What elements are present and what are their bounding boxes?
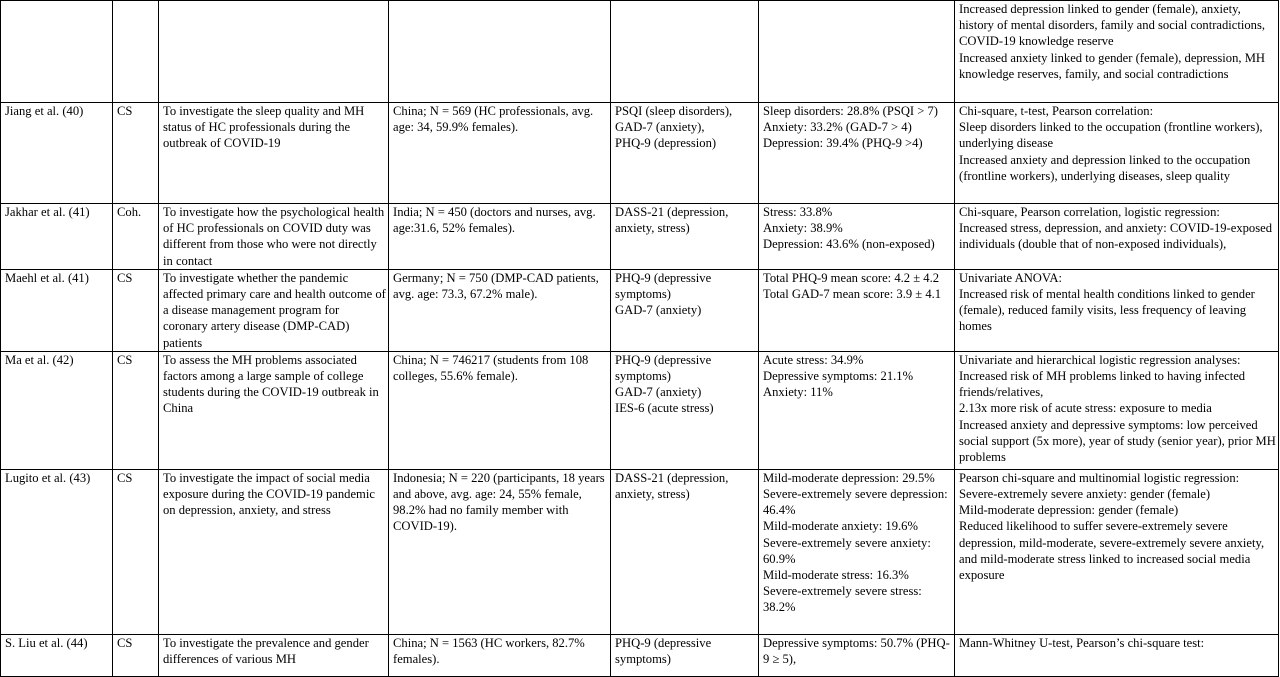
prevalence-line: Sleep disorders: 28.8% (PSQI > 7) (763, 104, 939, 118)
prevalence-line: Severe-extremely severe anxiety: 60.9% (763, 535, 931, 566)
analysis-cell (955, 103, 1279, 204)
analysis-line: Increased stress, depression, and anxiety: COVID-19-exposed individuals (double that of non-exposed individuals), (959, 221, 1273, 252)
analysis-cell (955, 269, 1279, 351)
prevalence-line: Mild-moderate stress: 16.3% (763, 568, 909, 583)
analysis-line: 2.13x more risk of acute stress: exposure to media (959, 401, 1212, 416)
study-cell: Ma et al. (42) (1, 351, 113, 469)
instrument-line: GAD-7 (anxiety), (615, 120, 705, 135)
instrument-line: DASS-21 (depression, anxiety, stress) (615, 205, 729, 236)
table-row (1, 469, 1279, 634)
design-cell: CS (113, 103, 159, 204)
instruments-cell (611, 1, 759, 103)
sample-cell: India; N = 450 (doctors and nurses, avg. age:31.6, 52% females). (389, 204, 611, 270)
analysis-cell (955, 469, 1279, 634)
analysis-line: Increased anxiety linked to gender (female), depression, MH knowledge reserves, family, and social contradictions (959, 50, 1265, 81)
analysis-line: Chi-square, Pearson correlation, logistic regression: (959, 205, 1220, 219)
prevalence-line: Acute stress: 34.9% (763, 352, 864, 367)
design-cell: CS (113, 351, 159, 469)
sample-cell: Indonesia; N = 220 (participants, 18 years and above, avg. age: 24, 55% female, 98.2% had no family member with COVID-19). (389, 469, 611, 634)
sample-cell: Germany; N = 750 (DMP-CAD patients, avg. age: 73.3, 67.2% male). (389, 269, 611, 351)
study-cell (1, 1, 113, 103)
instruments-cell (611, 351, 759, 469)
study-cell: Jakhar et al. (41) (1, 204, 113, 270)
analysis-line: Increased anxiety and depression linked to the occupation (frontline workers), underlying diseases, sleep quality (959, 152, 1251, 183)
analysis-line: Univariate ANOVA: (959, 270, 1062, 285)
table-row (1, 269, 1279, 351)
instrument-line: IES-6 (acute stress) (615, 401, 714, 416)
analysis-line: Mann-Whitney U-test, Pearson’s chi-square test: (959, 635, 1205, 650)
prevalence-line: Depression: 39.4% (PHQ-9 >4) (763, 136, 923, 151)
analysis-cell (955, 351, 1279, 469)
analysis-line: Increased depression linked to gender (female), anxiety, history of mental disorders, family and social contradictions, COVID-19 knowledge reserve (959, 2, 1266, 49)
instrument-line: GAD-7 (anxiety) (615, 385, 702, 400)
design-cell: Coh. (113, 204, 159, 270)
study-cell: Lugito et al. (43) (1, 469, 113, 634)
sample-cell (389, 1, 611, 103)
analysis-line: Increased risk of MH problems linked to having infected friends/relatives, (959, 369, 1246, 400)
analysis-line: Mild-moderate depression: gender (female) (959, 503, 1179, 518)
prevalence-cell (759, 204, 955, 270)
prevalence-cell (759, 269, 955, 351)
objective-cell: To investigate whether the pandemic affected primary care and health outcome of a disease management program for coronary artery disease (DMP-CAD) patients (159, 269, 389, 351)
instruments-cell (611, 103, 759, 204)
objective-cell: To investigate how the psychological health of HC professionals on COVID duty was different from those who were not directly in contact (159, 204, 389, 270)
analysis-line: Univariate and hierarchical logistic regression analyses: (959, 352, 1241, 367)
prevalence-cell (759, 351, 955, 469)
prevalence-line: Severe-extremely severe depression: 46.4% (763, 487, 948, 518)
prevalence-line: Total PHQ-9 mean score: 4.2 ± 4.2 (763, 270, 940, 285)
study-cell: Maehl et al. (41) (1, 269, 113, 351)
analysis-line: Chi-square, t-test, Pearson correlation: (959, 104, 1154, 118)
prevalence-cell (759, 469, 955, 634)
table-row (1, 1, 1279, 103)
prevalence-line: Depressive symptoms: 50.7% (PHQ-9 ≥ 5), (763, 635, 950, 667)
instruments-cell (611, 634, 759, 676)
objective-cell: To assess the MH problems associated factors among a large sample of college students during the COVID-19 outbreak in China (159, 351, 389, 469)
instrument-line: PHQ-9 (depressive symptoms) (615, 270, 712, 302)
analysis-cell (955, 204, 1279, 270)
instruments-cell (611, 469, 759, 634)
analysis-cell (955, 1, 1279, 103)
instrument-line: PHQ-9 (depression) (615, 136, 717, 151)
instruments-cell (611, 269, 759, 351)
design-cell (113, 1, 159, 103)
sample-cell: China; N = 569 (HC professionals, avg. age: 34, 59.9% females). (389, 103, 611, 204)
prevalence-line: Anxiety: 33.2% (GAD-7 > 4) (763, 120, 912, 135)
analysis-line: Increased risk of mental health conditions linked to gender (female), reduced family visits, less frequency of leaving homes (959, 287, 1255, 334)
objective-cell (159, 1, 389, 103)
analysis-line: Sleep disorders linked to the occupation (frontline workers), underlying disease (959, 120, 1263, 151)
table-row (1, 204, 1279, 270)
instrument-line: GAD-7 (anxiety) (615, 303, 702, 318)
prevalence-line: Depression: 43.6% (non-exposed) (763, 237, 935, 252)
prevalence-line: Mild-moderate anxiety: 19.6% (763, 519, 918, 534)
design-cell: CS (113, 634, 159, 676)
prevalence-line: Stress: 33.8% (763, 205, 833, 219)
analysis-line: Severe-extremely severe anxiety: gender (female) (959, 487, 1211, 502)
instruments-cell (611, 204, 759, 270)
prevalence-line: Total GAD-7 mean score: 3.9 ± 4.1 (763, 287, 942, 302)
analysis-line: Increased anxiety and depressive symptoms: low perceived social support (5x more), year of study (senior year), prior MH problems (959, 417, 1276, 465)
prevalence-line: Severe-extremely severe stress: 38.2% (763, 584, 922, 615)
analysis-line: Reduced likelihood to suffer severe-extremely severe depression, mild-moderate, severe-extremely severe anxiety, and mild-moderate stress linked to increased social media exposure (959, 519, 1265, 583)
analysis-cell (955, 634, 1279, 676)
design-cell: CS (113, 469, 159, 634)
prevalence-line: Anxiety: 38.9% (763, 221, 843, 236)
prevalence-line: Depressive symptoms: 21.1% (763, 369, 914, 384)
prevalence-line: Anxiety: 11% (763, 385, 833, 400)
instrument-line: PSQI (sleep disorders), (615, 104, 733, 118)
instrument-line: PHQ-9 (depressive symptoms) (615, 352, 712, 384)
study-cell: Jiang et al. (40) (1, 103, 113, 204)
table-row (1, 103, 1279, 204)
table-row (1, 634, 1279, 676)
design-cell: CS (113, 269, 159, 351)
sample-cell: China; N = 746217 (students from 108 colleges, 55.6% female). (389, 351, 611, 469)
analysis-line: Pearson chi-square and multinomial logistic regression: (959, 470, 1240, 485)
prevalence-cell (759, 103, 955, 204)
objective-cell: To investigate the prevalence and gender differences of various MH (159, 634, 389, 676)
prevalence-line: Mild-moderate depression: 29.5% (763, 470, 935, 485)
table-row (1, 351, 1279, 469)
instrument-line: DASS-21 (depression, anxiety, stress) (615, 470, 729, 502)
study-cell: S. Liu et al. (44) (1, 634, 113, 676)
instrument-line: PHQ-9 (depressive symptoms) (615, 635, 712, 667)
prevalence-cell (759, 634, 955, 676)
objective-cell: To investigate the impact of social media exposure during the COVID-19 pandemic on depression, anxiety, and stress (159, 469, 389, 634)
objective-cell: To investigate the sleep quality and MH status of HC professionals during the outbreak of COVID-19 (159, 103, 389, 204)
sample-cell: China; N = 1563 (HC workers, 82.7% females). (389, 634, 611, 676)
prevalence-cell (759, 1, 955, 103)
